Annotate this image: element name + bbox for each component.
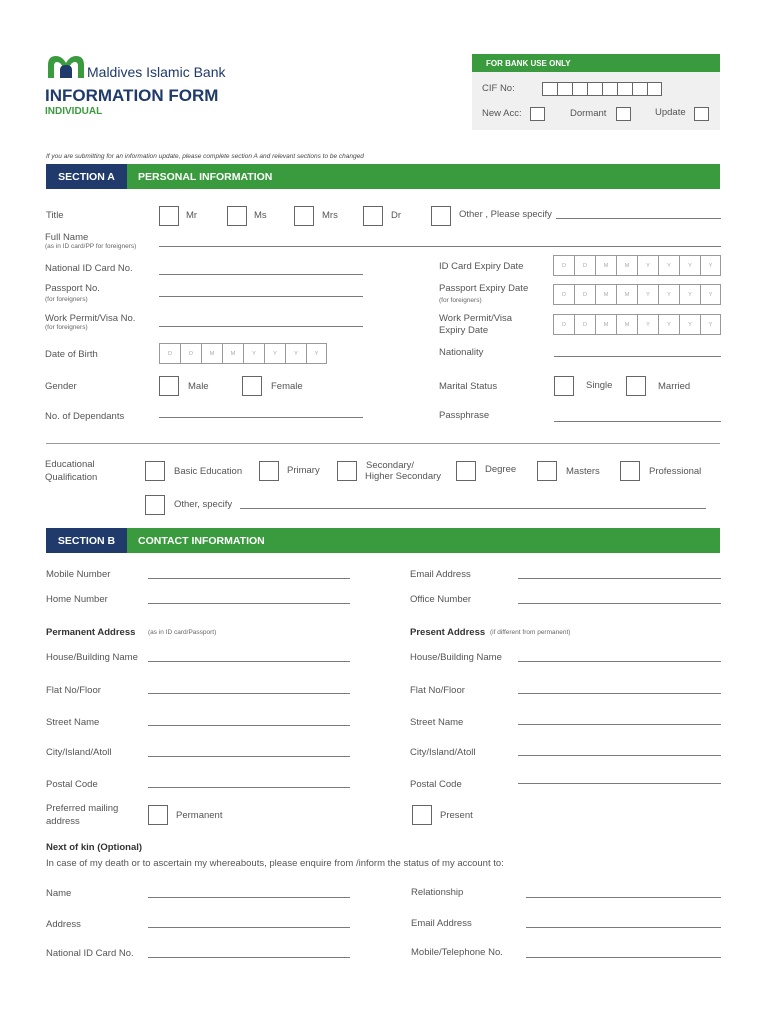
education-label: Educational xyxy=(45,459,95,470)
date-cell: Y xyxy=(658,284,679,305)
title-label: Title xyxy=(46,210,64,221)
date-cell: M xyxy=(222,343,243,364)
dormant-checkbox[interactable] xyxy=(616,107,631,121)
bank-use-heading: FOR BANK USE ONLY xyxy=(472,54,720,72)
section-a-tag: SECTION A xyxy=(46,164,127,189)
perm-city-label: City/Island/Atoll xyxy=(46,747,112,758)
full-name-note: (as in ID card/PP for foreigners) xyxy=(45,243,137,250)
nationality-label: Nationality xyxy=(439,347,484,358)
title-ms-label: Ms xyxy=(254,210,267,221)
update-label: Update xyxy=(655,107,686,118)
date-cell: Y xyxy=(679,314,700,335)
cif-input[interactable] xyxy=(542,82,662,96)
title-mrs-label: Mrs xyxy=(322,210,338,221)
visa-expiry-label: Work Permit/Visa xyxy=(439,313,513,324)
passport-label: Passport No. xyxy=(45,283,100,294)
mobile-label: Mobile Number xyxy=(46,569,111,580)
date-cell: Y xyxy=(700,255,721,276)
office-field[interactable] xyxy=(518,603,721,604)
work-permit-label: Work Permit/Visa No. xyxy=(45,313,136,324)
form-subtitle: INDIVIDUAL xyxy=(45,106,103,117)
perm-house-label: House/Building Name xyxy=(46,652,138,663)
edu-secondary-label-line2: Higher Secondary xyxy=(365,471,442,482)
visa-expiry-label-line2: Expiry Date xyxy=(439,325,489,336)
edu-secondary-label: Secondary/ xyxy=(366,460,415,471)
date-cell: D xyxy=(574,284,595,305)
passport-note: (for foreigners) xyxy=(45,296,88,303)
marital-single-checkbox[interactable] xyxy=(554,376,574,396)
date-cell: D xyxy=(180,343,201,364)
date-cell: Y xyxy=(285,343,306,364)
form-title: INFORMATION FORM xyxy=(45,86,219,105)
perm-flat-field[interactable] xyxy=(148,693,350,694)
kin-national-id-field[interactable] xyxy=(148,957,350,958)
education-label-line2: Qualification xyxy=(45,472,98,483)
full-name-label: Full Name xyxy=(45,232,89,243)
date-cell: M xyxy=(595,255,616,276)
title-ms-checkbox[interactable] xyxy=(227,206,247,226)
perm-postal-field[interactable] xyxy=(148,787,350,788)
date-cell: D xyxy=(574,255,595,276)
pres-house-field[interactable] xyxy=(518,661,721,662)
national-id-field[interactable] xyxy=(159,274,363,275)
work-permit-note: (for foreigners) xyxy=(45,324,88,331)
passport-field[interactable] xyxy=(159,296,363,297)
permanent-address-note: (as in ID card/Passport) xyxy=(148,629,217,636)
date-cell: Y xyxy=(637,314,658,335)
gender-male-checkbox[interactable] xyxy=(159,376,179,396)
pres-city-field[interactable] xyxy=(518,755,721,756)
kin-email-label: Email Address xyxy=(411,918,472,929)
pres-postal-label: Postal Code xyxy=(410,779,462,790)
dob-date-input[interactable] xyxy=(159,343,327,364)
kin-relationship-field[interactable] xyxy=(526,897,721,898)
title-other-label: Other , Please specify xyxy=(459,209,552,220)
kin-name-field[interactable] xyxy=(148,897,350,898)
preferred-mailing-label: Preferred mailing xyxy=(46,803,119,814)
present-address-heading: Present Address xyxy=(410,627,486,638)
present-address-note: (if different from permanent) xyxy=(490,629,571,636)
office-label: Office Number xyxy=(410,594,472,605)
edu-primary-checkbox[interactable] xyxy=(259,461,279,481)
date-cell: M xyxy=(595,314,616,335)
date-cell: Y xyxy=(243,343,264,364)
bank-name: Maldives Islamic Bank xyxy=(87,64,226,80)
nationality-field[interactable] xyxy=(554,356,721,357)
visa-expiry-date-input[interactable] xyxy=(553,314,721,335)
gender-female-checkbox[interactable] xyxy=(242,376,262,396)
perm-city-field[interactable] xyxy=(148,756,350,757)
perm-street-label: Street Name xyxy=(46,717,100,728)
date-cell: Y xyxy=(700,284,721,305)
perm-postal-label: Postal Code xyxy=(46,779,98,790)
gender-label: Gender xyxy=(45,381,77,392)
edu-other-checkbox[interactable] xyxy=(145,495,165,515)
id-expiry-label: ID Card Expiry Date xyxy=(439,261,524,272)
marital-married-label: Married xyxy=(658,381,691,392)
pres-street-label: Street Name xyxy=(410,717,464,728)
pres-house-label: House/Building Name xyxy=(410,652,502,663)
marital-married-checkbox[interactable] xyxy=(626,376,646,396)
permanent-address-heading: Permanent Address xyxy=(46,627,136,638)
edu-basic-label: Basic Education xyxy=(174,466,243,477)
title-other-checkbox[interactable] xyxy=(431,206,451,226)
date-cell: M xyxy=(616,314,637,335)
date-cell: Y xyxy=(700,314,721,335)
passport-expiry-date-input[interactable] xyxy=(553,284,721,305)
kin-national-id-label: National ID Card No. xyxy=(46,948,134,959)
edu-basic-checkbox[interactable] xyxy=(145,461,165,481)
edu-other-label: Other, specify xyxy=(174,499,233,510)
edu-professional-label: Professional xyxy=(649,466,702,477)
pres-flat-field[interactable] xyxy=(518,693,721,694)
gender-male-label: Male xyxy=(188,381,209,392)
kin-email-field[interactable] xyxy=(526,927,721,928)
section-a-title: PERSONAL INFORMATION xyxy=(138,170,273,183)
home-field[interactable] xyxy=(148,603,350,604)
email-field[interactable] xyxy=(518,578,721,579)
date-cell: M xyxy=(616,284,637,305)
dob-label: Date of Birth xyxy=(45,349,98,360)
mailing-present-checkbox[interactable] xyxy=(412,805,432,825)
date-cell: D xyxy=(553,255,574,276)
date-cell: Y xyxy=(306,343,327,364)
section-divider xyxy=(46,443,720,444)
perm-house-field[interactable] xyxy=(148,661,350,662)
date-cell: D xyxy=(553,314,574,335)
date-cell: D xyxy=(574,314,595,335)
title-mr-checkbox[interactable] xyxy=(159,206,179,226)
date-cell: M xyxy=(595,284,616,305)
title-dr-label: Dr xyxy=(391,210,402,221)
marital-status-label: Marital Status xyxy=(439,381,498,392)
kin-mobile-label: Mobile/Telephone No. xyxy=(411,947,503,958)
gender-female-label: Female xyxy=(271,381,303,392)
pres-postal-field[interactable] xyxy=(518,783,721,784)
date-cell: D xyxy=(553,284,574,305)
kin-address-label: Address xyxy=(46,919,81,930)
edu-degree-label: Degree xyxy=(485,464,517,475)
edu-other-field[interactable] xyxy=(240,508,706,509)
mailing-permanent-label: Permanent xyxy=(176,810,223,821)
cif-label: CIF No: xyxy=(482,83,515,94)
dependants-label: No. of Dependants xyxy=(45,411,125,422)
home-label: Home Number xyxy=(46,594,108,605)
section-b-tag: SECTION B xyxy=(46,528,127,553)
email-label: Email Address xyxy=(410,569,471,580)
edu-masters-checkbox[interactable] xyxy=(537,461,557,481)
kin-address-field[interactable] xyxy=(148,927,350,928)
edu-professional-checkbox[interactable] xyxy=(620,461,640,481)
title-mr-label: Mr xyxy=(186,210,198,221)
perm-flat-label: Flat No/Floor xyxy=(46,685,101,696)
edu-degree-checkbox[interactable] xyxy=(456,461,476,481)
edu-primary-label: Primary xyxy=(287,465,320,476)
new-acc-checkbox[interactable] xyxy=(530,107,545,121)
new-acc-label: New Acc: xyxy=(482,108,522,119)
dormant-label: Dormant xyxy=(570,108,607,119)
next-of-kin-statement: In case of my death or to ascertain my whereabouts, please enquire from /inform the status of my account to: xyxy=(46,858,504,869)
next-of-kin-heading: Next of kin (Optional) xyxy=(46,842,143,853)
date-cell: Y xyxy=(658,314,679,335)
bank-logo-icon xyxy=(46,53,86,79)
id-expiry-date-input[interactable] xyxy=(553,255,721,276)
date-cell: Y xyxy=(637,255,658,276)
kin-name-label: Name xyxy=(46,888,72,899)
pres-city-label: City/Island/Atoll xyxy=(410,747,476,758)
passport-expiry-label: Passport Expiry Date xyxy=(439,283,529,294)
title-mrs-checkbox[interactable] xyxy=(294,206,314,226)
title-other-field[interactable] xyxy=(556,218,721,219)
section-b-header xyxy=(46,528,720,553)
date-cell: Y xyxy=(637,284,658,305)
update-checkbox[interactable] xyxy=(694,107,709,121)
date-cell: D xyxy=(159,343,180,364)
edu-secondary-checkbox[interactable] xyxy=(337,461,357,481)
dependants-field[interactable] xyxy=(159,417,363,418)
instruction-note: If you are submitting for an information update, please complete section A and relevant sections to be changed xyxy=(46,153,364,160)
mobile-field[interactable] xyxy=(148,578,350,579)
kin-mobile-field[interactable] xyxy=(526,957,721,958)
date-cell: Y xyxy=(658,255,679,276)
mailing-permanent-checkbox[interactable] xyxy=(148,805,168,825)
pres-street-field[interactable] xyxy=(518,724,721,725)
date-cell: M xyxy=(201,343,222,364)
passphrase-field[interactable] xyxy=(554,421,721,422)
passport-expiry-note: (for foreigners) xyxy=(439,297,482,304)
perm-street-field[interactable] xyxy=(148,725,350,726)
full-name-field[interactable] xyxy=(159,246,721,247)
section-b-title: CONTACT INFORMATION xyxy=(138,534,265,547)
section-a-header xyxy=(46,164,720,189)
date-cell: Y xyxy=(679,255,700,276)
pres-flat-label: Flat No/Floor xyxy=(410,685,465,696)
date-cell: Y xyxy=(264,343,285,364)
mailing-present-label: Present xyxy=(440,810,473,821)
edu-masters-label: Masters xyxy=(566,466,600,477)
passphrase-label: Passphrase xyxy=(439,410,490,421)
work-permit-field[interactable] xyxy=(159,326,363,327)
title-dr-checkbox[interactable] xyxy=(363,206,383,226)
preferred-mailing-label-line2: address xyxy=(46,816,80,827)
date-cell: Y xyxy=(679,284,700,305)
date-cell: M xyxy=(616,255,637,276)
national-id-label: National ID Card No. xyxy=(45,263,133,274)
kin-relationship-label: Relationship xyxy=(411,887,464,898)
marital-single-label: Single xyxy=(586,380,613,391)
